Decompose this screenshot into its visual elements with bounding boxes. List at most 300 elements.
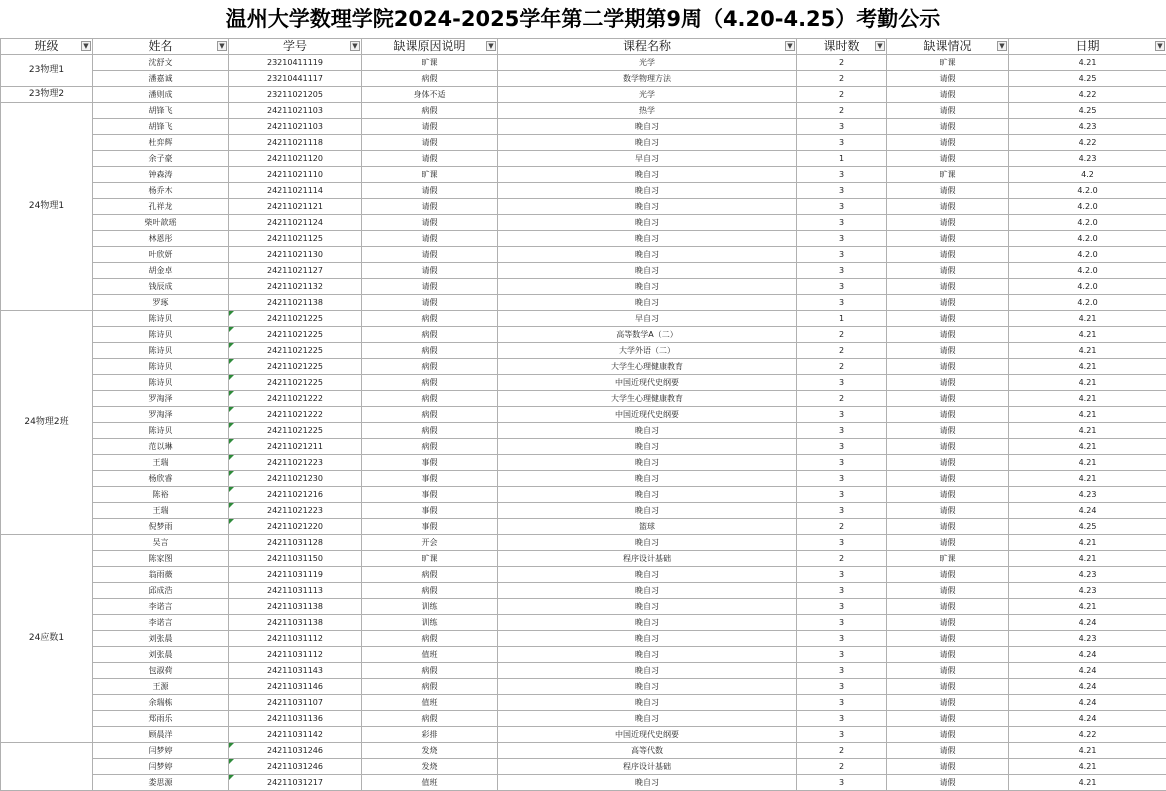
date-cell[interactable]: 4.24 — [1009, 695, 1166, 711]
class-group-cell[interactable]: 23物理2 — [1, 87, 93, 103]
student-id-cell[interactable]: 23211021205 — [229, 87, 362, 103]
course-cell[interactable]: 热学 — [498, 103, 797, 119]
hours-cell[interactable]: 3 — [797, 119, 887, 135]
status-cell[interactable]: 旷课 — [887, 55, 1009, 71]
reason-cell[interactable]: 请假 — [362, 231, 498, 247]
course-cell[interactable]: 晚自习 — [498, 423, 797, 439]
status-cell[interactable]: 请假 — [887, 615, 1009, 631]
student-id-cell[interactable]: 24211031150 — [229, 551, 362, 567]
hours-cell[interactable]: 2 — [797, 327, 887, 343]
class-group-cell[interactable]: 24物理2班 — [1, 311, 93, 535]
date-cell[interactable]: 4.21 — [1009, 439, 1166, 455]
reason-cell[interactable]: 训练 — [362, 615, 498, 631]
student-id-cell[interactable]: 24211021103 — [229, 103, 362, 119]
student-id-cell[interactable]: 24211021118 — [229, 135, 362, 151]
student-name-cell[interactable]: 顾晨洋 — [93, 727, 229, 743]
student-id-cell[interactable]: 24211031146 — [229, 679, 362, 695]
reason-cell[interactable]: 病假 — [362, 391, 498, 407]
reason-cell[interactable]: 病假 — [362, 439, 498, 455]
course-cell[interactable]: 晚自习 — [498, 199, 797, 215]
status-cell[interactable]: 请假 — [887, 103, 1009, 119]
course-cell[interactable]: 晚自习 — [498, 567, 797, 583]
hours-cell[interactable]: 3 — [797, 775, 887, 791]
reason-cell[interactable]: 请假 — [362, 119, 498, 135]
student-id-cell[interactable]: 24211021103 — [229, 119, 362, 135]
status-cell[interactable]: 请假 — [887, 343, 1009, 359]
reason-cell[interactable]: 病假 — [362, 679, 498, 695]
student-id-cell[interactable] — [229, 359, 362, 375]
date-cell[interactable]: 4.25 — [1009, 71, 1166, 87]
student-name-cell[interactable]: 邱成浩 — [93, 583, 229, 599]
date-cell[interactable]: 4.23 — [1009, 487, 1166, 503]
status-cell[interactable]: 请假 — [887, 423, 1009, 439]
student-name-cell[interactable]: 陈诗贝 — [93, 423, 229, 439]
hours-cell[interactable]: 3 — [797, 375, 887, 391]
date-cell[interactable]: 4.25 — [1009, 103, 1166, 119]
student-name-cell[interactable]: 杨乔木 — [93, 183, 229, 199]
student-name-cell[interactable]: 陈诗贝 — [93, 375, 229, 391]
class-group-cell[interactable]: 24应数1 — [1, 535, 93, 743]
student-name-cell[interactable]: 陈诗贝 — [93, 311, 229, 327]
student-id-cell[interactable] — [229, 487, 362, 503]
student-id-cell[interactable] — [229, 775, 362, 791]
student-id-cell[interactable] — [229, 759, 362, 775]
reason-cell[interactable]: 病假 — [362, 583, 498, 599]
status-cell[interactable]: 请假 — [887, 391, 1009, 407]
status-cell[interactable]: 请假 — [887, 71, 1009, 87]
date-cell[interactable]: 4.25 — [1009, 519, 1166, 535]
reason-cell[interactable]: 值班 — [362, 775, 498, 791]
course-cell[interactable]: 晚自习 — [498, 135, 797, 151]
date-cell[interactable]: 4.2.0 — [1009, 215, 1166, 231]
course-cell[interactable]: 大学生心理健康教育 — [498, 359, 797, 375]
reason-cell[interactable]: 病假 — [362, 663, 498, 679]
reason-cell[interactable]: 病假 — [362, 407, 498, 423]
class-group-cell[interactable] — [1, 743, 93, 791]
student-name-cell[interactable]: 李诺言 — [93, 615, 229, 631]
date-cell[interactable]: 4.21 — [1009, 743, 1166, 759]
status-cell[interactable]: 请假 — [887, 87, 1009, 103]
student-name-cell[interactable]: 王源 — [93, 679, 229, 695]
date-cell[interactable]: 4.23 — [1009, 631, 1166, 647]
status-cell[interactable]: 请假 — [887, 695, 1009, 711]
student-name-cell[interactable]: 娄思源 — [93, 775, 229, 791]
date-cell[interactable]: 4.2.0 — [1009, 279, 1166, 295]
student-name-cell[interactable]: 王瑞 — [93, 503, 229, 519]
hours-cell[interactable]: 2 — [797, 55, 887, 71]
student-name-cell[interactable]: 沈舒文 — [93, 55, 229, 71]
date-cell[interactable]: 4.24 — [1009, 503, 1166, 519]
date-cell[interactable]: 4.2.0 — [1009, 199, 1166, 215]
hours-cell[interactable]: 1 — [797, 311, 887, 327]
hours-cell[interactable]: 3 — [797, 679, 887, 695]
student-name-cell[interactable]: 余子豪 — [93, 151, 229, 167]
status-cell[interactable]: 请假 — [887, 407, 1009, 423]
status-cell[interactable]: 请假 — [887, 775, 1009, 791]
filter-dropdown-icon[interactable]: ▼ — [217, 41, 227, 51]
hours-cell[interactable]: 2 — [797, 551, 887, 567]
status-cell[interactable]: 请假 — [887, 311, 1009, 327]
reason-cell[interactable]: 彩排 — [362, 727, 498, 743]
student-name-cell[interactable]: 林恩彤 — [93, 231, 229, 247]
course-cell[interactable]: 晚自习 — [498, 711, 797, 727]
student-name-cell[interactable]: 陈诗贝 — [93, 343, 229, 359]
student-name-cell[interactable]: 胡锋飞 — [93, 119, 229, 135]
status-cell[interactable]: 请假 — [887, 583, 1009, 599]
filter-dropdown-icon[interactable]: ▼ — [486, 41, 496, 51]
student-name-cell[interactable]: 陈裕 — [93, 487, 229, 503]
course-cell[interactable]: 大学外语（二） — [498, 343, 797, 359]
course-cell[interactable]: 晚自习 — [498, 439, 797, 455]
hours-cell[interactable]: 3 — [797, 711, 887, 727]
student-id-cell[interactable]: 24211021120 — [229, 151, 362, 167]
reason-cell[interactable]: 事假 — [362, 519, 498, 535]
course-cell[interactable]: 晚自习 — [498, 295, 797, 311]
student-name-cell[interactable]: 胡锋飞 — [93, 103, 229, 119]
date-cell[interactable]: 4.2.0 — [1009, 183, 1166, 199]
student-name-cell[interactable]: 闫梦婷 — [93, 759, 229, 775]
reason-cell[interactable]: 病假 — [362, 711, 498, 727]
student-id-cell[interactable]: 24211021130 — [229, 247, 362, 263]
date-cell[interactable]: 4.24 — [1009, 711, 1166, 727]
student-name-cell[interactable]: 潘则成 — [93, 87, 229, 103]
status-cell[interactable]: 请假 — [887, 439, 1009, 455]
course-cell[interactable]: 大学生心理健康教育 — [498, 391, 797, 407]
hours-cell[interactable]: 2 — [797, 103, 887, 119]
student-id-cell[interactable] — [229, 311, 362, 327]
hours-cell[interactable]: 3 — [797, 231, 887, 247]
hours-cell[interactable]: 3 — [797, 695, 887, 711]
date-cell[interactable]: 4.2 — [1009, 167, 1166, 183]
student-id-cell[interactable]: 24211031112 — [229, 631, 362, 647]
course-cell[interactable]: 晚自习 — [498, 471, 797, 487]
course-cell[interactable]: 数学物理方法 — [498, 71, 797, 87]
course-cell[interactable]: 晚自习 — [498, 119, 797, 135]
reason-cell[interactable]: 病假 — [362, 343, 498, 359]
date-cell[interactable]: 4.24 — [1009, 615, 1166, 631]
date-cell[interactable]: 4.23 — [1009, 583, 1166, 599]
reason-cell[interactable]: 身体不适 — [362, 87, 498, 103]
hours-cell[interactable]: 2 — [797, 71, 887, 87]
student-name-cell[interactable]: 范以琳 — [93, 439, 229, 455]
student-id-cell[interactable]: 24211031113 — [229, 583, 362, 599]
hours-cell[interactable]: 3 — [797, 199, 887, 215]
reason-cell[interactable]: 病假 — [362, 359, 498, 375]
student-name-cell[interactable]: 郑雨乐 — [93, 711, 229, 727]
date-cell[interactable]: 4.24 — [1009, 663, 1166, 679]
student-id-cell[interactable]: 23210441117 — [229, 71, 362, 87]
hours-cell[interactable]: 3 — [797, 439, 887, 455]
student-name-cell[interactable]: 陈家图 — [93, 551, 229, 567]
student-id-cell[interactable]: 24211031136 — [229, 711, 362, 727]
status-cell[interactable]: 请假 — [887, 119, 1009, 135]
reason-cell[interactable]: 值班 — [362, 695, 498, 711]
status-cell[interactable]: 请假 — [887, 135, 1009, 151]
course-cell[interactable]: 晚自习 — [498, 215, 797, 231]
date-cell[interactable]: 4.21 — [1009, 55, 1166, 71]
student-id-cell[interactable] — [229, 743, 362, 759]
student-name-cell[interactable]: 李诺言 — [93, 599, 229, 615]
filter-dropdown-icon[interactable]: ▼ — [785, 41, 795, 51]
student-name-cell[interactable]: 吴言 — [93, 535, 229, 551]
hours-cell[interactable]: 3 — [797, 487, 887, 503]
date-cell[interactable]: 4.21 — [1009, 375, 1166, 391]
status-cell[interactable]: 请假 — [887, 247, 1009, 263]
hours-cell[interactable]: 3 — [797, 663, 887, 679]
date-cell[interactable]: 4.21 — [1009, 535, 1166, 551]
student-id-cell[interactable] — [229, 439, 362, 455]
hours-cell[interactable]: 2 — [797, 759, 887, 775]
student-name-cell[interactable]: 潘嘉诚 — [93, 71, 229, 87]
hours-cell[interactable]: 1 — [797, 151, 887, 167]
student-id-cell[interactable] — [229, 519, 362, 535]
date-cell[interactable]: 4.23 — [1009, 151, 1166, 167]
student-id-cell[interactable]: 24211021132 — [229, 279, 362, 295]
reason-cell[interactable]: 病假 — [362, 631, 498, 647]
status-cell[interactable]: 请假 — [887, 359, 1009, 375]
status-cell[interactable]: 请假 — [887, 263, 1009, 279]
hours-cell[interactable]: 3 — [797, 247, 887, 263]
course-cell[interactable]: 晚自习 — [498, 663, 797, 679]
reason-cell[interactable]: 请假 — [362, 199, 498, 215]
student-id-cell[interactable]: 24211031112 — [229, 647, 362, 663]
reason-cell[interactable]: 旷课 — [362, 551, 498, 567]
hours-cell[interactable]: 3 — [797, 503, 887, 519]
status-cell[interactable]: 请假 — [887, 535, 1009, 551]
student-id-cell[interactable]: 24211021127 — [229, 263, 362, 279]
reason-cell[interactable]: 事假 — [362, 487, 498, 503]
status-cell[interactable]: 请假 — [887, 711, 1009, 727]
student-name-cell[interactable]: 余瑞栋 — [93, 695, 229, 711]
status-cell[interactable]: 请假 — [887, 295, 1009, 311]
course-cell[interactable]: 晚自习 — [498, 631, 797, 647]
reason-cell[interactable]: 旷课 — [362, 55, 498, 71]
hours-cell[interactable]: 3 — [797, 599, 887, 615]
course-cell[interactable]: 光学 — [498, 55, 797, 71]
student-name-cell[interactable]: 刘张晨 — [93, 647, 229, 663]
course-cell[interactable]: 晚自习 — [498, 775, 797, 791]
course-cell[interactable]: 晚自习 — [498, 231, 797, 247]
student-id-cell[interactable]: 24211031107 — [229, 695, 362, 711]
student-name-cell[interactable]: 陈诗贝 — [93, 327, 229, 343]
status-cell[interactable]: 请假 — [887, 663, 1009, 679]
date-cell[interactable]: 4.22 — [1009, 135, 1166, 151]
reason-cell[interactable]: 事假 — [362, 455, 498, 471]
student-id-cell[interactable]: 24211021110 — [229, 167, 362, 183]
status-cell[interactable]: 请假 — [887, 151, 1009, 167]
filter-dropdown-icon[interactable]: ▼ — [81, 41, 91, 51]
status-cell[interactable]: 请假 — [887, 519, 1009, 535]
course-cell[interactable]: 晚自习 — [498, 279, 797, 295]
date-cell[interactable]: 4.21 — [1009, 423, 1166, 439]
reason-cell[interactable]: 病假 — [362, 423, 498, 439]
reason-cell[interactable]: 病假 — [362, 567, 498, 583]
date-cell[interactable]: 4.22 — [1009, 87, 1166, 103]
student-id-cell[interactable] — [229, 471, 362, 487]
status-cell[interactable]: 请假 — [887, 679, 1009, 695]
filter-dropdown-icon[interactable]: ▼ — [997, 41, 1007, 51]
status-cell[interactable]: 请假 — [887, 743, 1009, 759]
student-id-cell[interactable] — [229, 343, 362, 359]
course-cell[interactable]: 早自习 — [498, 311, 797, 327]
hours-cell[interactable]: 3 — [797, 455, 887, 471]
student-name-cell[interactable]: 包淑荷 — [93, 663, 229, 679]
student-name-cell[interactable]: 罗琢 — [93, 295, 229, 311]
reason-cell[interactable]: 请假 — [362, 279, 498, 295]
date-cell[interactable]: 4.2.0 — [1009, 231, 1166, 247]
date-cell[interactable]: 4.2.0 — [1009, 295, 1166, 311]
class-group-cell[interactable]: 24物理1 — [1, 103, 93, 311]
hours-cell[interactable]: 2 — [797, 87, 887, 103]
course-cell[interactable]: 晚自习 — [498, 263, 797, 279]
status-cell[interactable]: 请假 — [887, 455, 1009, 471]
hours-cell[interactable]: 3 — [797, 647, 887, 663]
reason-cell[interactable]: 训练 — [362, 599, 498, 615]
hours-cell[interactable]: 3 — [797, 135, 887, 151]
date-cell[interactable]: 4.23 — [1009, 119, 1166, 135]
course-cell[interactable]: 中国近现代史纲要 — [498, 375, 797, 391]
student-id-cell[interactable]: 24211021125 — [229, 231, 362, 247]
student-id-cell[interactable] — [229, 455, 362, 471]
student-id-cell[interactable]: 24211021121 — [229, 199, 362, 215]
reason-cell[interactable]: 请假 — [362, 295, 498, 311]
reason-cell[interactable]: 请假 — [362, 183, 498, 199]
status-cell[interactable]: 请假 — [887, 727, 1009, 743]
student-name-cell[interactable]: 刘张晨 — [93, 631, 229, 647]
course-cell[interactable]: 中国近现代史纲要 — [498, 727, 797, 743]
reason-cell[interactable]: 请假 — [362, 215, 498, 231]
hours-cell[interactable]: 3 — [797, 631, 887, 647]
date-cell[interactable]: 4.21 — [1009, 455, 1166, 471]
student-id-cell[interactable] — [229, 391, 362, 407]
filter-dropdown-icon[interactable]: ▼ — [1155, 41, 1165, 51]
course-cell[interactable]: 程序设计基础 — [498, 551, 797, 567]
course-cell[interactable]: 光学 — [498, 87, 797, 103]
status-cell[interactable]: 请假 — [887, 471, 1009, 487]
reason-cell[interactable]: 病假 — [362, 375, 498, 391]
date-cell[interactable]: 4.21 — [1009, 407, 1166, 423]
course-cell[interactable]: 晚自习 — [498, 599, 797, 615]
hours-cell[interactable]: 3 — [797, 471, 887, 487]
date-cell[interactable]: 4.2.0 — [1009, 247, 1166, 263]
student-id-cell[interactable]: 23210411119 — [229, 55, 362, 71]
date-cell[interactable]: 4.21 — [1009, 471, 1166, 487]
status-cell[interactable]: 请假 — [887, 375, 1009, 391]
status-cell[interactable]: 请假 — [887, 599, 1009, 615]
status-cell[interactable]: 请假 — [887, 631, 1009, 647]
course-cell[interactable]: 晚自习 — [498, 167, 797, 183]
reason-cell[interactable]: 病假 — [362, 311, 498, 327]
reason-cell[interactable]: 请假 — [362, 135, 498, 151]
date-cell[interactable]: 4.21 — [1009, 775, 1166, 791]
course-cell[interactable]: 晚自习 — [498, 503, 797, 519]
date-cell[interactable]: 4.24 — [1009, 679, 1166, 695]
status-cell[interactable]: 旷课 — [887, 167, 1009, 183]
student-name-cell[interactable]: 罗淘泽 — [93, 407, 229, 423]
hours-cell[interactable]: 3 — [797, 215, 887, 231]
course-cell[interactable]: 高等代数 — [498, 743, 797, 759]
date-cell[interactable]: 4.21 — [1009, 327, 1166, 343]
student-id-cell[interactable]: 24211031142 — [229, 727, 362, 743]
student-id-cell[interactable]: 24211031143 — [229, 663, 362, 679]
status-cell[interactable]: 请假 — [887, 215, 1009, 231]
course-cell[interactable]: 晚自习 — [498, 647, 797, 663]
reason-cell[interactable]: 发烧 — [362, 743, 498, 759]
status-cell[interactable]: 请假 — [887, 503, 1009, 519]
course-cell[interactable]: 程序设计基础 — [498, 759, 797, 775]
hours-cell[interactable]: 3 — [797, 295, 887, 311]
status-cell[interactable]: 旷课 — [887, 551, 1009, 567]
status-cell[interactable]: 请假 — [887, 199, 1009, 215]
student-name-cell[interactable]: 倪梦雨 — [93, 519, 229, 535]
hours-cell[interactable]: 3 — [797, 183, 887, 199]
student-name-cell[interactable]: 杜弈辉 — [93, 135, 229, 151]
hours-cell[interactable]: 2 — [797, 743, 887, 759]
student-id-cell[interactable]: 24211021124 — [229, 215, 362, 231]
status-cell[interactable]: 请假 — [887, 279, 1009, 295]
course-cell[interactable]: 中国近现代史纲要 — [498, 407, 797, 423]
student-id-cell[interactable]: 24211031138 — [229, 615, 362, 631]
hours-cell[interactable]: 2 — [797, 391, 887, 407]
date-cell[interactable]: 4.21 — [1009, 599, 1166, 615]
student-name-cell[interactable]: 陈诗贝 — [93, 359, 229, 375]
hours-cell[interactable]: 3 — [797, 727, 887, 743]
hours-cell[interactable]: 2 — [797, 343, 887, 359]
hours-cell[interactable]: 3 — [797, 423, 887, 439]
course-cell[interactable]: 晚自习 — [498, 455, 797, 471]
hours-cell[interactable]: 3 — [797, 407, 887, 423]
reason-cell[interactable]: 值班 — [362, 647, 498, 663]
reason-cell[interactable]: 请假 — [362, 263, 498, 279]
class-group-cell[interactable]: 23物理1 — [1, 55, 93, 87]
student-name-cell[interactable]: 钟森涛 — [93, 167, 229, 183]
student-name-cell[interactable]: 胡金卓 — [93, 263, 229, 279]
course-cell[interactable]: 晚自习 — [498, 247, 797, 263]
course-cell[interactable]: 晚自习 — [498, 615, 797, 631]
hours-cell[interactable]: 3 — [797, 535, 887, 551]
hours-cell[interactable]: 2 — [797, 359, 887, 375]
status-cell[interactable]: 请假 — [887, 327, 1009, 343]
student-id-cell[interactable] — [229, 407, 362, 423]
hours-cell[interactable]: 3 — [797, 279, 887, 295]
course-cell[interactable]: 篮球 — [498, 519, 797, 535]
status-cell[interactable]: 请假 — [887, 759, 1009, 775]
student-name-cell[interactable]: 孔祥龙 — [93, 199, 229, 215]
course-cell[interactable]: 晚自习 — [498, 695, 797, 711]
status-cell[interactable]: 请假 — [887, 487, 1009, 503]
student-id-cell[interactable]: 24211031138 — [229, 599, 362, 615]
student-id-cell[interactable]: 24211021138 — [229, 295, 362, 311]
student-name-cell[interactable]: 叶欣妍 — [93, 247, 229, 263]
student-name-cell[interactable]: 罗淘泽 — [93, 391, 229, 407]
date-cell[interactable]: 4.21 — [1009, 391, 1166, 407]
date-cell[interactable]: 4.21 — [1009, 343, 1166, 359]
student-id-cell[interactable] — [229, 327, 362, 343]
student-id-cell[interactable]: 24211031119 — [229, 567, 362, 583]
date-cell[interactable]: 4.21 — [1009, 311, 1166, 327]
reason-cell[interactable]: 旷课 — [362, 167, 498, 183]
hours-cell[interactable]: 3 — [797, 567, 887, 583]
student-name-cell[interactable]: 翁雨薇 — [93, 567, 229, 583]
reason-cell[interactable]: 病假 — [362, 103, 498, 119]
reason-cell[interactable]: 病假 — [362, 327, 498, 343]
student-name-cell[interactable]: 王瑞 — [93, 455, 229, 471]
date-cell[interactable]: 4.23 — [1009, 567, 1166, 583]
filter-dropdown-icon[interactable]: ▼ — [875, 41, 885, 51]
reason-cell[interactable]: 开会 — [362, 535, 498, 551]
student-name-cell[interactable]: 柴叶歆瑶 — [93, 215, 229, 231]
course-cell[interactable]: 晚自习 — [498, 583, 797, 599]
